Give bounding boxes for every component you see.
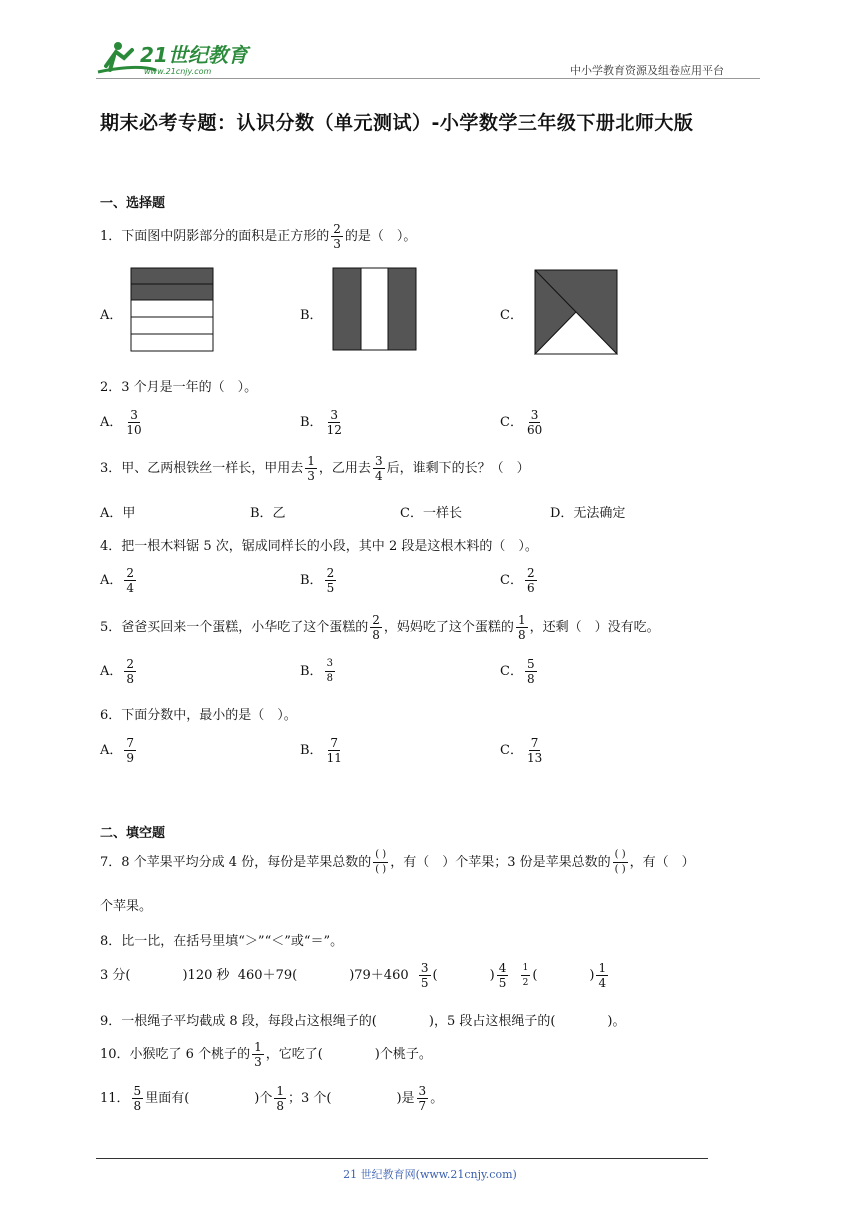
fraction: $\frac{2}{3}$: [333, 222, 341, 251]
question-9: 9．一根绳子平均截成 8 段，每段占这根绳子的( )，5 段占这根绳子的( )。: [100, 1014, 626, 1029]
q2-option-b: B． $\frac{3}{12}$: [300, 408, 342, 437]
question-4: 4．把一根木料锯 5 次，锯成同样长的小段，其中 2 段是这根木料的（ ）。: [100, 539, 538, 554]
q5-option-a: A． $\frac{2}{8}$: [100, 657, 135, 686]
q1-option-c: C．: [500, 308, 523, 323]
q3-option-a: A．甲: [100, 506, 136, 521]
header-divider: [96, 78, 760, 79]
svg-text:21世纪教育: 21世纪教育: [140, 43, 248, 67]
q4-option-b: B． $\frac{2}{5}$: [300, 566, 335, 595]
question-10: 10．小猴吃了 6 个桃子的 $\frac{1}{3}$ ，它吃了( )个桃子。: [100, 1040, 432, 1069]
q2-option-a: A． $\frac{3}{10}$: [100, 408, 142, 437]
q2-option-c: C． $\frac{3}{60}$: [500, 408, 543, 437]
question-5: 5．爸爸买回来一个蛋糕，小华吃了这个蛋糕的 $\frac{2}{8}$ ，妈妈吃了这个蛋糕的 $\frac{1}{8}$ ，还剩（ ）没有吃。: [100, 613, 660, 642]
question-2: 2．3 个月是一年的（ ）。: [100, 380, 258, 395]
section-heading-fill: 二、填空题: [100, 826, 166, 841]
q6-option-a: A． $\frac{7}{9}$: [100, 736, 135, 765]
site-logo: [96, 36, 266, 80]
q1-figure-b: [332, 267, 418, 355]
q1-text-end: 的是（ ）。: [344, 229, 417, 244]
q4-option-a: A． $\frac{2}{4}$: [100, 566, 135, 595]
question-6: 6．下面分数中，最小的是（ ）。: [100, 708, 297, 723]
q1-text: 1．下面图中阴影部分的面积是正方形的: [100, 229, 330, 244]
svg-text:www.21cnjy.com: www.21cnjy.com: [144, 67, 212, 76]
section-heading-choice: 一、选择题: [100, 196, 166, 211]
question-11: 11． $\frac{5}{8}$ 里面有( )个 $\frac{1}{8}$ ；3 个( )是 $\frac{3}{7}$ 。: [100, 1084, 444, 1113]
footer-divider: [96, 1158, 708, 1159]
q5-option-c: C． $\frac{5}{8}$: [500, 657, 535, 686]
brand-tagline: 中小学教育资源及组卷应用平台: [570, 64, 724, 77]
q3-option-b: B．乙: [250, 506, 286, 521]
question-7-line2: 个苹果。: [100, 899, 153, 914]
question-7: 7．8 个苹果平均分成 4 份，每份是苹果总数的 $\frac{( )}{( )}$ ，有（ ）个苹果；3 份是苹果总数的 $\frac{( )}{( )}$ ，有（ ）: [100, 849, 695, 875]
page-title: 期末必考专题：认识分数（单元测试）-小学数学三年级下册北师大版: [100, 112, 694, 134]
q3-option-c: C．一样长: [400, 506, 462, 521]
q6-option-c: C． $\frac{7}{13}$: [500, 736, 543, 765]
q4-option-c: C． $\frac{2}{6}$: [500, 566, 535, 595]
q3-option-d: D．无法确定: [550, 506, 626, 521]
q1-figure-c: [534, 269, 618, 359]
question-8: 8．比一比，在括号里填“＞”“＜”或“＝”。: [100, 934, 344, 949]
question-3: 3．甲、乙两根铁丝一样长，甲用去 $\frac{1}{3}$ ，乙用去 $\frac{3}{4}$ 后，谁剩下的长？（ ）: [100, 454, 530, 483]
question-1: [100, 222, 416, 251]
q1-option-b: B．: [300, 308, 323, 323]
footer-link[interactable]: 21 世纪教育网(www.21cnjy.com): [343, 1168, 517, 1181]
q1-option-a: A．: [100, 308, 123, 323]
q6-option-b: B． $\frac{7}{11}$: [300, 736, 342, 765]
q1-figure-a: [130, 267, 214, 357]
question-8-items: 3 分( )120 秒 460＋79( )79＋460 $\frac{3}{5}$ ( ) $\frac{4}{5}$ $\frac{1}{2}$ ( ) $\frac{1}{4}$: [100, 961, 607, 990]
q5-option-b: B． $\frac{3}{8}$: [300, 658, 333, 684]
